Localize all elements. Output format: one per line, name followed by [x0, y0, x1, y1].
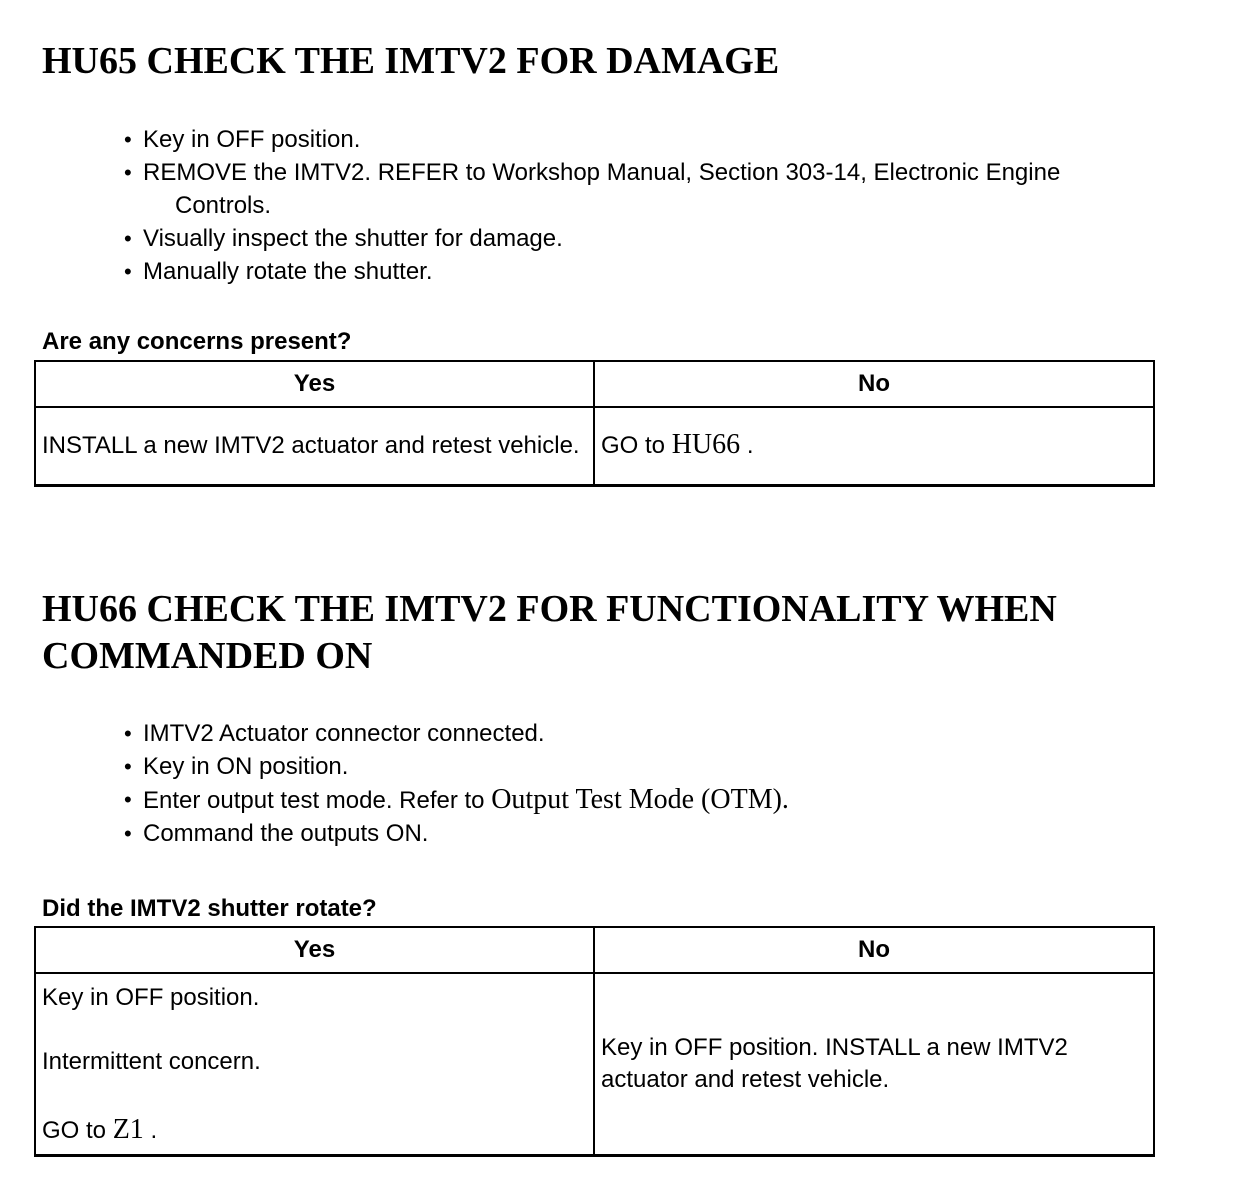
list-item: • Key in ON position. — [124, 750, 789, 783]
list-item: • Enter output test mode. Refer to Output Test Mode (OTM). — [124, 783, 789, 817]
no-cell: Key in OFF position. INSTALL a new IMTV2 actuator and retest vehicle. — [594, 973, 1154, 1155]
table-header-row — [35, 361, 1154, 407]
list-item: • Key in OFF position. — [124, 123, 1060, 156]
table-row — [35, 973, 1154, 1155]
otm-link[interactable]: Output Test Mode (OTM). — [491, 784, 789, 815]
hu66-question: Did the IMTV2 shutter rotate? — [42, 895, 377, 922]
list-item: • Visually inspect the shutter for damage. — [124, 222, 1060, 255]
yes-cell: INSTALL a new IMTV2 actuator and retest vehicle. — [35, 407, 594, 485]
list-item: • Manually rotate the shutter. — [124, 255, 1060, 288]
table-header-row — [35, 927, 1154, 973]
list-item: • Command the outputs ON. — [124, 817, 789, 850]
table-row — [35, 407, 1154, 485]
list-item: • IMTV2 Actuator connector connected. — [124, 717, 789, 750]
hu65-table — [34, 360, 1155, 487]
list-item: • REMOVE the IMTV2. REFER to Workshop Manual, Section 303-14, Electronic Engine Controls. — [124, 156, 1060, 222]
yes-column-header: Yes — [35, 927, 594, 973]
no-column-header: No — [594, 361, 1154, 407]
no-cell: GO to HU66 . — [594, 407, 1154, 485]
yes-cell: Key in OFF position. Intermittent concern. GO to Z1 . — [35, 973, 594, 1155]
hu65-steps — [124, 123, 1060, 288]
hu65-question: Are any concerns present? — [42, 328, 352, 355]
hu65-heading: HU65 CHECK THE IMTV2 FOR DAMAGE — [42, 40, 780, 82]
yes-column-header: Yes — [35, 361, 594, 407]
hu66-link[interactable]: HU66 — [671, 429, 741, 461]
hu66-table — [34, 926, 1155, 1157]
z1-link[interactable]: Z1 — [112, 1114, 144, 1145]
hu66-heading: HU66 CHECK THE IMTV2 FOR FUNCTIONALITY WHEN COMMANDED ON — [42, 588, 1057, 677]
hu66-steps — [124, 717, 789, 850]
no-column-header: No — [594, 927, 1154, 973]
